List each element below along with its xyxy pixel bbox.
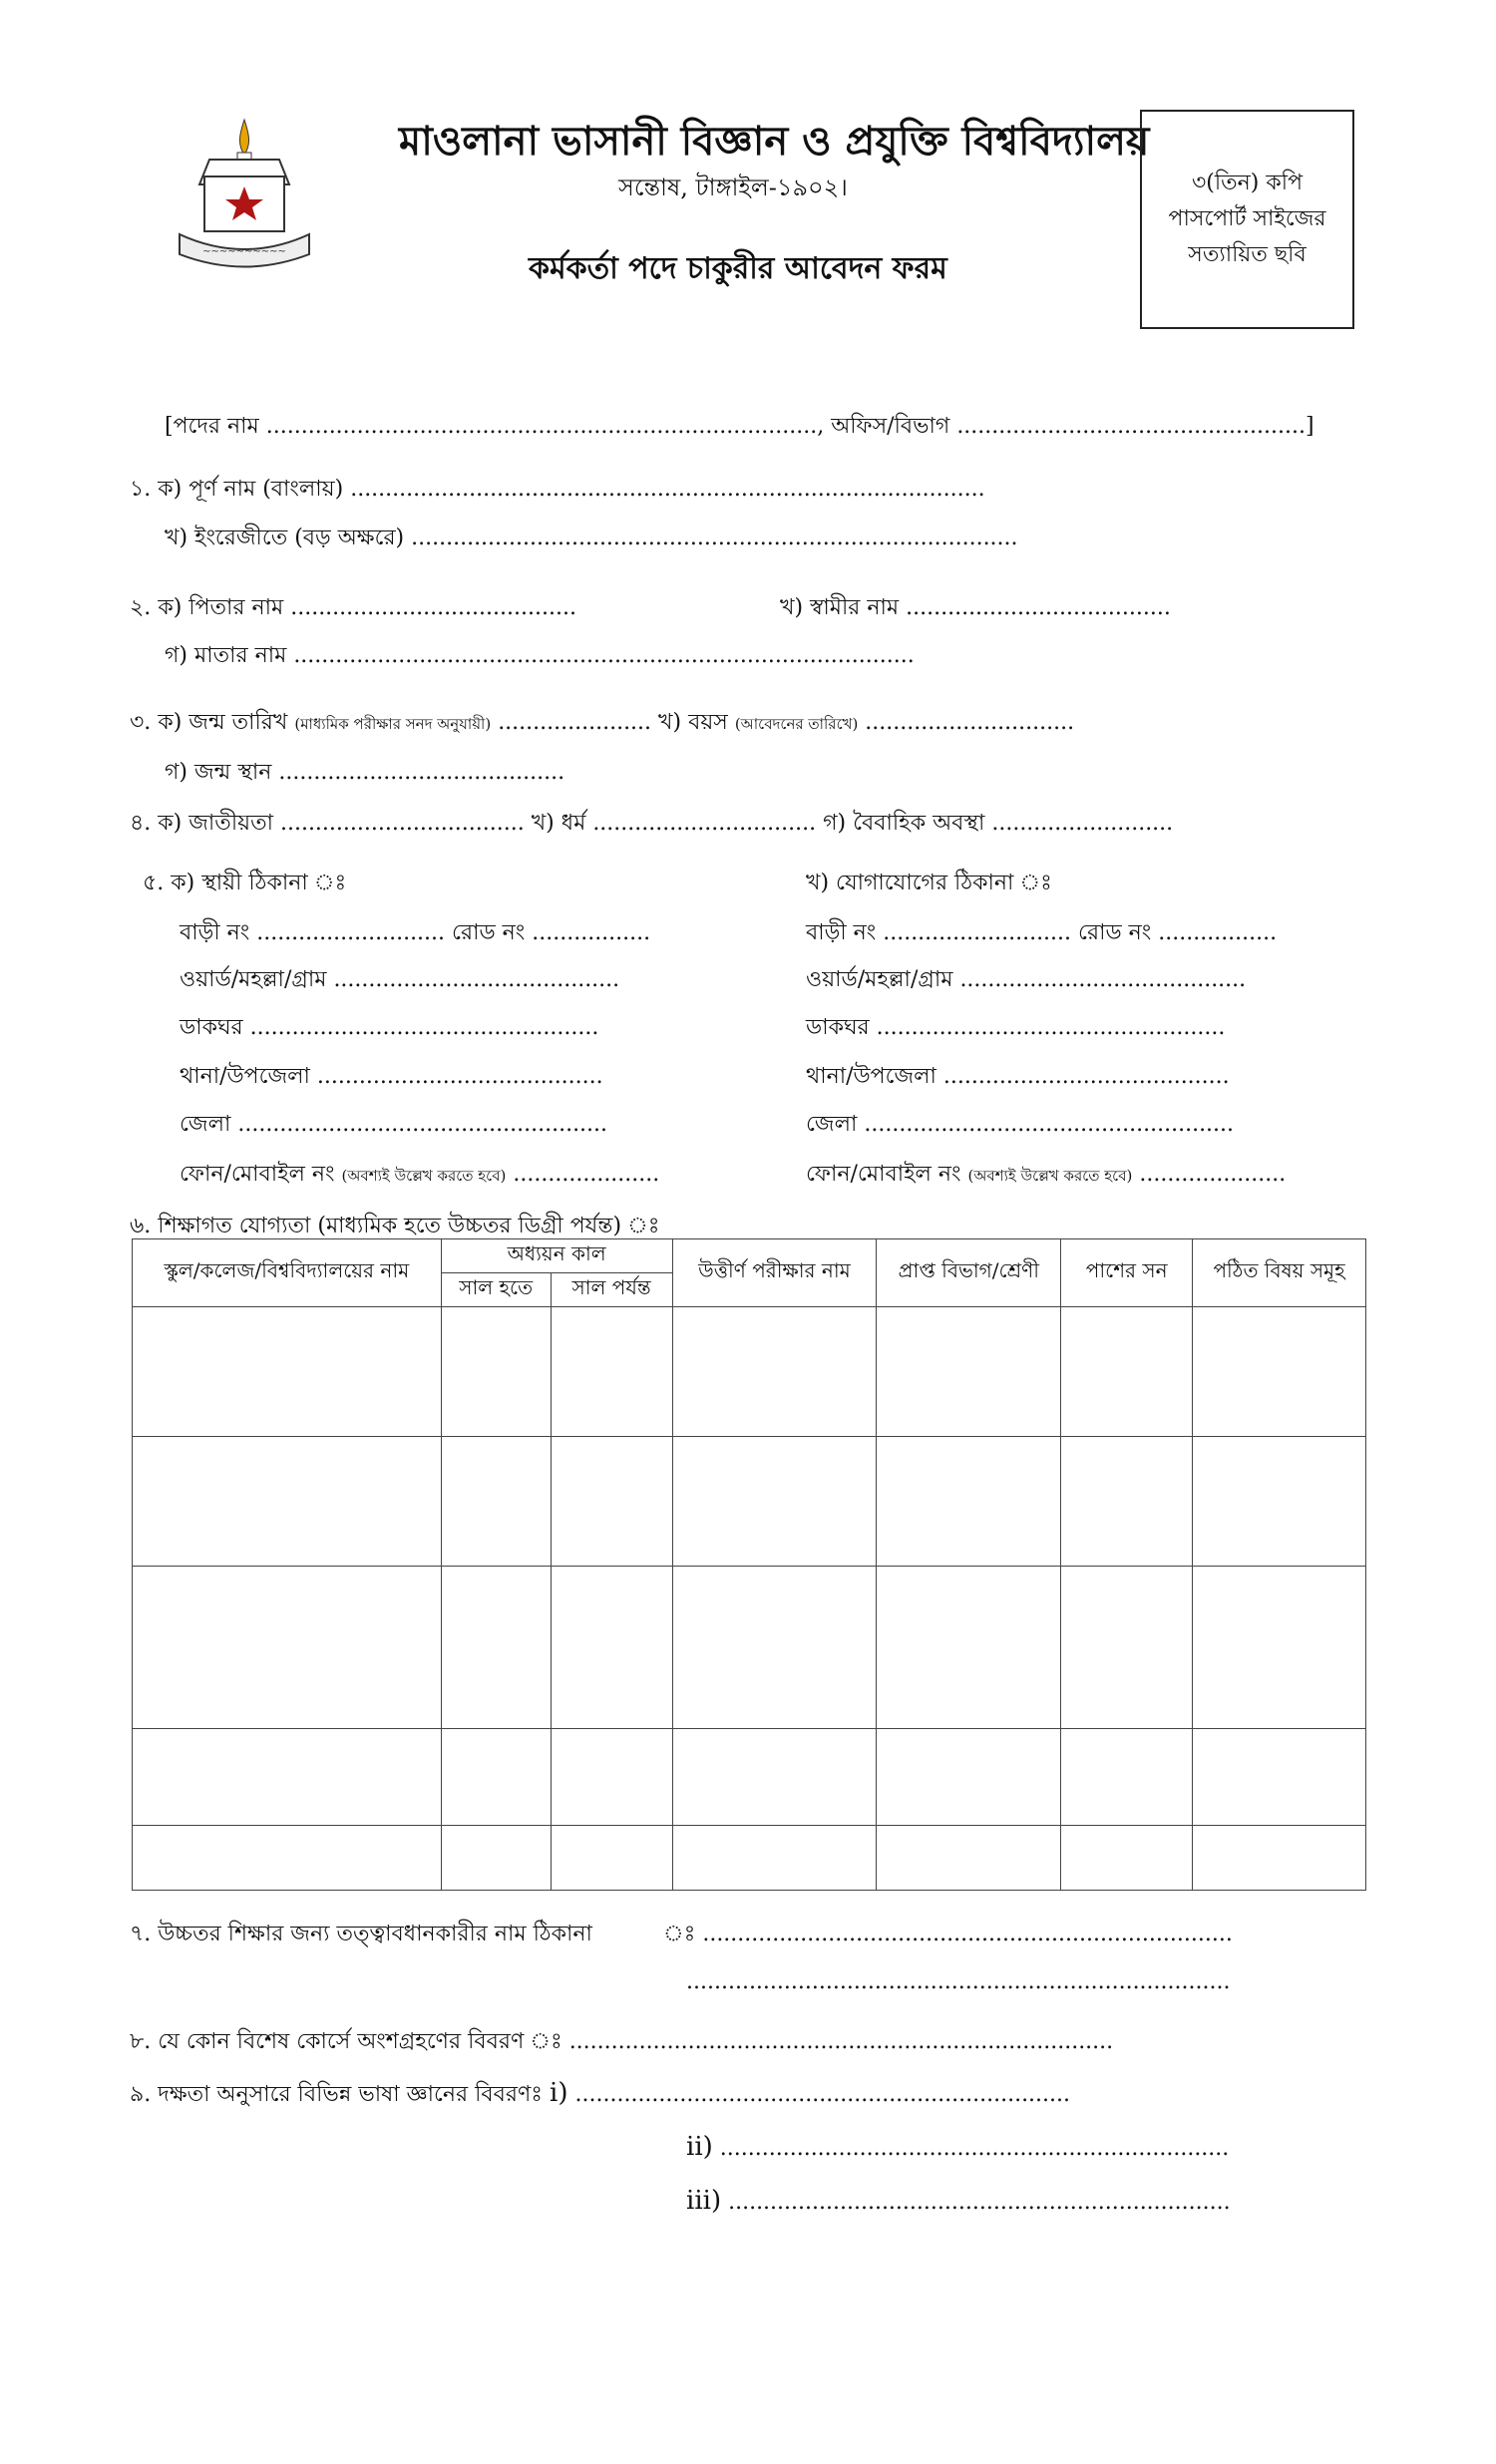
col-division: প্রাপ্ত বিভাগ/শ্রেণী <box>877 1239 1061 1307</box>
mother-field[interactable]: ......................................................................................... <box>293 643 915 668</box>
language-field-1[interactable]: ....................................................................... <box>574 2082 1071 2107</box>
contact-district-label: জেলা <box>806 1112 858 1137</box>
supervisor-label: ৭. উচ্চতর শিক্ষার জন্য তত্ত্বাবধানকারীর নাম ঠিকানা <box>130 1922 592 1946</box>
table-cell[interactable] <box>441 1437 551 1567</box>
photo-box-line2: পাসপোর্ট সাইজের <box>1168 206 1326 231</box>
photo-box-line3: সত্যায়িত ছবি <box>1188 242 1307 267</box>
age-note: (আবেদনের তারিখে) <box>734 715 859 733</box>
table-cell[interactable] <box>441 1729 551 1826</box>
contact-house-row <box>806 915 1277 952</box>
contact-house-label: বাড়ী নং <box>806 920 877 945</box>
age-field[interactable]: .............................. <box>865 710 1075 735</box>
col-subjects: পঠিত বিষয় সমূহ <box>1193 1239 1366 1307</box>
col-exam: উত্তীর্ণ পরীক্ষার নাম <box>672 1239 877 1307</box>
university-logo <box>170 115 319 274</box>
language-label: ৯. দক্ষতা অনুসারে বিভিন্ন ভাষা জ্ঞানের বিবরণঃ <box>130 2082 544 2107</box>
perm-thana-label: থানা/উপজেলা <box>180 1064 310 1089</box>
item3-num: ৩. <box>130 710 152 735</box>
item2-row-a <box>130 590 576 627</box>
table-cell[interactable] <box>441 1307 551 1437</box>
contact-district-row <box>806 1107 1234 1144</box>
item8-row <box>130 2024 1113 2061</box>
perm-house-field[interactable]: ........................... <box>256 920 446 945</box>
perm-road-label: রোড নং <box>452 920 526 945</box>
supervisor-sep: ঃ <box>663 1922 696 1946</box>
table-row <box>133 1826 1366 1891</box>
table-cell[interactable] <box>672 1437 877 1567</box>
item7-row <box>130 1917 592 1953</box>
name-en-label: খ) ইংরেজীতে (বড় অক্ষরে) <box>165 526 405 550</box>
table-cell[interactable] <box>672 1826 877 1891</box>
table-cell[interactable] <box>133 1567 442 1729</box>
item2-row-husband <box>780 590 1171 627</box>
father-field[interactable]: ......................................... <box>290 595 576 620</box>
language-ii-label: ii) <box>686 2132 713 2162</box>
item9-row <box>130 2077 1070 2114</box>
bracket-close: ] <box>1305 414 1314 439</box>
language-field-3[interactable]: ........................................................................ <box>728 2190 1231 2215</box>
contact-po-row <box>806 1010 1225 1047</box>
perm-ward-label: ওয়ার্ড/মহল্লা/গ্রাম <box>180 967 327 992</box>
contact-phone-field[interactable]: ..................... <box>1139 1162 1287 1187</box>
perm-district-label: জেলা <box>180 1112 231 1137</box>
perm-phone-label: ফোন/মোবাইল নং <box>180 1162 335 1187</box>
item1-row-b <box>165 521 1018 557</box>
table-cell[interactable] <box>877 1437 1061 1567</box>
mother-label: গ) মাতার নাম <box>165 643 287 668</box>
table-cell[interactable] <box>1061 1567 1193 1729</box>
contact-phone-note: (অবশ্যই উল্লেখ করতে হবে) <box>967 1167 1133 1185</box>
table-cell[interactable] <box>1061 1307 1193 1437</box>
table-cell[interactable] <box>1193 1437 1366 1567</box>
perm-district-field[interactable]: ..................................................... <box>237 1112 608 1137</box>
contact-phone-row <box>806 1157 1286 1194</box>
husband-field[interactable]: ...................................... <box>906 595 1171 620</box>
col-year: পাশের সন <box>1061 1239 1193 1307</box>
item3-row-c <box>165 755 564 792</box>
perm-district-row <box>180 1107 607 1144</box>
permanent-address-heading: ৫. ক) স্থায়ী ঠিকানা ঃ <box>143 871 347 895</box>
table-cell[interactable] <box>1193 1729 1366 1826</box>
table-cell[interactable] <box>133 1437 442 1567</box>
item4-num: ৪. <box>130 811 152 836</box>
table-cell[interactable] <box>551 1729 672 1826</box>
table-row <box>133 1307 1366 1437</box>
contact-po-field[interactable]: .................................................. <box>876 1015 1226 1040</box>
marital-label: গ) বৈবাহিক অবস্থা <box>823 811 985 836</box>
table-cell[interactable] <box>877 1307 1061 1437</box>
table-cell[interactable] <box>551 1826 672 1891</box>
table-row <box>133 1729 1366 1826</box>
item3-row-a <box>130 705 1074 742</box>
table-cell[interactable] <box>551 1437 672 1567</box>
item2-num: ২. <box>130 595 152 620</box>
table-cell[interactable] <box>877 1729 1061 1826</box>
table-cell[interactable] <box>133 1307 442 1437</box>
contact-phone-label: ফোন/মোবাইল নং <box>806 1162 961 1187</box>
table-cell[interactable] <box>877 1567 1061 1729</box>
contact-ward-row <box>806 962 1246 999</box>
nationality-field[interactable]: ................................... <box>279 811 525 836</box>
table-cell[interactable] <box>551 1307 672 1437</box>
form-title: কর্মকর্তা পদে চাকুরীর আবেদন ফরম <box>529 251 947 286</box>
name-bn-field[interactable]: ........................................................................................... <box>350 477 985 502</box>
perm-road-field[interactable]: ................. <box>532 920 651 945</box>
contact-road-field[interactable]: ................. <box>1158 920 1278 945</box>
education-heading: ৬. শিক্ষাগত যোগ্যতা (মাধ্যমিক হতে উচ্চতর ডিগ্রী পর্যন্ত) ঃ <box>130 1214 660 1238</box>
contact-ward-field[interactable]: ......................................... <box>959 967 1247 992</box>
contact-house-field[interactable]: ........................... <box>883 920 1072 945</box>
education-table <box>132 1238 1366 1891</box>
table-cell[interactable] <box>877 1826 1061 1891</box>
item9-row-ii <box>686 2132 1229 2162</box>
table-cell[interactable] <box>1061 1826 1193 1891</box>
table-cell[interactable] <box>1193 1567 1366 1729</box>
col-to: সাল পর্যন্ত <box>551 1273 672 1307</box>
dob-label: ক) জন্ম তারিখ <box>158 710 288 735</box>
university-name: মাওলানা ভাসানী বিজ্ঞান ও প্রযুক্তি বিশ্ববিদ্যালয় <box>399 118 1150 165</box>
perm-thana-row <box>180 1059 603 1096</box>
post-line <box>165 409 1314 446</box>
contact-thana-label: থানা/উপজেলা <box>806 1064 936 1089</box>
post-name-field[interactable]: ............................................................................... <box>265 414 818 439</box>
language-iii-label: iii) <box>686 2186 722 2216</box>
university-address: সন্তোষ, টাঙ্গাইল-১৯০২। <box>618 174 848 201</box>
table-cell[interactable] <box>133 1729 442 1826</box>
husband-label: খ) স্বামীর নাম <box>780 595 900 620</box>
table-cell[interactable] <box>1061 1437 1193 1567</box>
religion-label: খ) ধর্ম <box>531 811 586 836</box>
post-name-label: [পদের নাম <box>165 414 259 439</box>
table-cell[interactable] <box>1193 1307 1366 1437</box>
contact-district-field[interactable]: ..................................................... <box>864 1112 1235 1137</box>
language-i-label: i) <box>550 2078 568 2108</box>
item7-sep-row <box>663 1917 1233 1953</box>
perm-po-row <box>180 1010 598 1047</box>
name-en-field[interactable]: ....................................................................................... <box>411 526 1018 550</box>
language-field-2[interactable]: ......................................................................... <box>719 2136 1230 2161</box>
col-institution: স্কুল/কলেজ/বিশ্ববিদ্যালয়ের নাম <box>133 1239 442 1307</box>
religion-field[interactable]: ................................ <box>592 811 817 836</box>
name-bn-label: ক) পূর্ণ নাম (বাংলায়) <box>158 477 344 502</box>
perm-phone-row <box>180 1157 659 1194</box>
table-cell[interactable] <box>672 1729 877 1826</box>
table-cell[interactable] <box>551 1567 672 1729</box>
perm-house-row <box>180 915 650 952</box>
item4-row <box>130 806 1173 843</box>
perm-ward-field[interactable]: ......................................... <box>333 967 620 992</box>
perm-phone-note: (অবশ্যই উল্লেখ করতে হবে) <box>341 1167 507 1185</box>
table-cell[interactable] <box>1061 1729 1193 1826</box>
birthplace-label: গ) জন্ম স্থান <box>165 760 272 785</box>
contact-ward-label: ওয়ার্ড/মহল্লা/গ্রাম <box>806 967 953 992</box>
dob-field[interactable]: ...................... <box>498 710 652 735</box>
perm-thana-field[interactable]: ......................................... <box>316 1064 603 1089</box>
photo-box-line1: ৩(তিন) কপি <box>1191 171 1303 195</box>
perm-po-label: ডাকঘর <box>180 1015 243 1040</box>
age-label: খ) বয়স <box>658 710 728 735</box>
contact-road-label: রোড নং <box>1078 920 1152 945</box>
col-period: অধ্যয়ন কাল <box>441 1239 672 1273</box>
contact-thana-field[interactable]: ......................................... <box>942 1064 1230 1089</box>
item1-row-a <box>130 472 985 509</box>
perm-house-label: বাড়ী নং <box>180 920 250 945</box>
table-cell[interactable] <box>133 1826 442 1891</box>
contact-po-label: ডাকঘর <box>806 1015 870 1040</box>
father-label: ক) পিতার নাম <box>158 595 284 620</box>
perm-po-field[interactable]: .................................................. <box>249 1015 599 1040</box>
table-cell[interactable] <box>441 1826 551 1891</box>
table-cell[interactable] <box>672 1567 877 1729</box>
contact-address-heading: খ) যোগাযোগের ঠিকানা ঃ <box>806 871 1052 895</box>
table-row <box>133 1567 1366 1729</box>
office-label: , অফিস/বিভাগ <box>817 414 950 439</box>
table-cell[interactable] <box>1193 1826 1366 1891</box>
office-field[interactable]: .................................................. <box>956 414 1306 439</box>
item9-row-iii <box>686 2186 1231 2216</box>
marital-field[interactable]: .......................... <box>991 811 1174 836</box>
contact-thana-row <box>806 1059 1230 1096</box>
supervisor-field-1[interactable]: ............................................................................ <box>702 1922 1233 1946</box>
svg-text:~~~~~~~~~~: ~~~~~~~~~~ <box>202 246 286 257</box>
supervisor-field-2[interactable]: .............................................................................. <box>686 1969 1231 1994</box>
birthplace-field[interactable]: ......................................... <box>278 760 565 785</box>
dob-note: (মাধ্যমিক পরীক্ষার সনদ অনুযায়ী) <box>294 715 492 733</box>
perm-ward-row <box>180 962 619 999</box>
item2-row-c <box>165 638 915 675</box>
special-course-label: ৮. যে কোন বিশেষ কোর্সে অংশগ্রহণের বিবরণ ঃ <box>130 2029 562 2054</box>
table-row <box>133 1437 1366 1567</box>
special-course-field[interactable]: .............................................................................. <box>568 2029 1114 2054</box>
table-cell[interactable] <box>672 1307 877 1437</box>
item1-num: ১. <box>130 477 152 502</box>
table-cell[interactable] <box>441 1567 551 1729</box>
perm-phone-field[interactable]: ..................... <box>513 1162 660 1187</box>
item7-row-2 <box>686 1969 1230 1994</box>
col-from: সাল হতে <box>441 1273 551 1307</box>
nationality-label: ক) জাতীয়তা <box>158 811 273 836</box>
photo-box <box>1140 110 1354 329</box>
